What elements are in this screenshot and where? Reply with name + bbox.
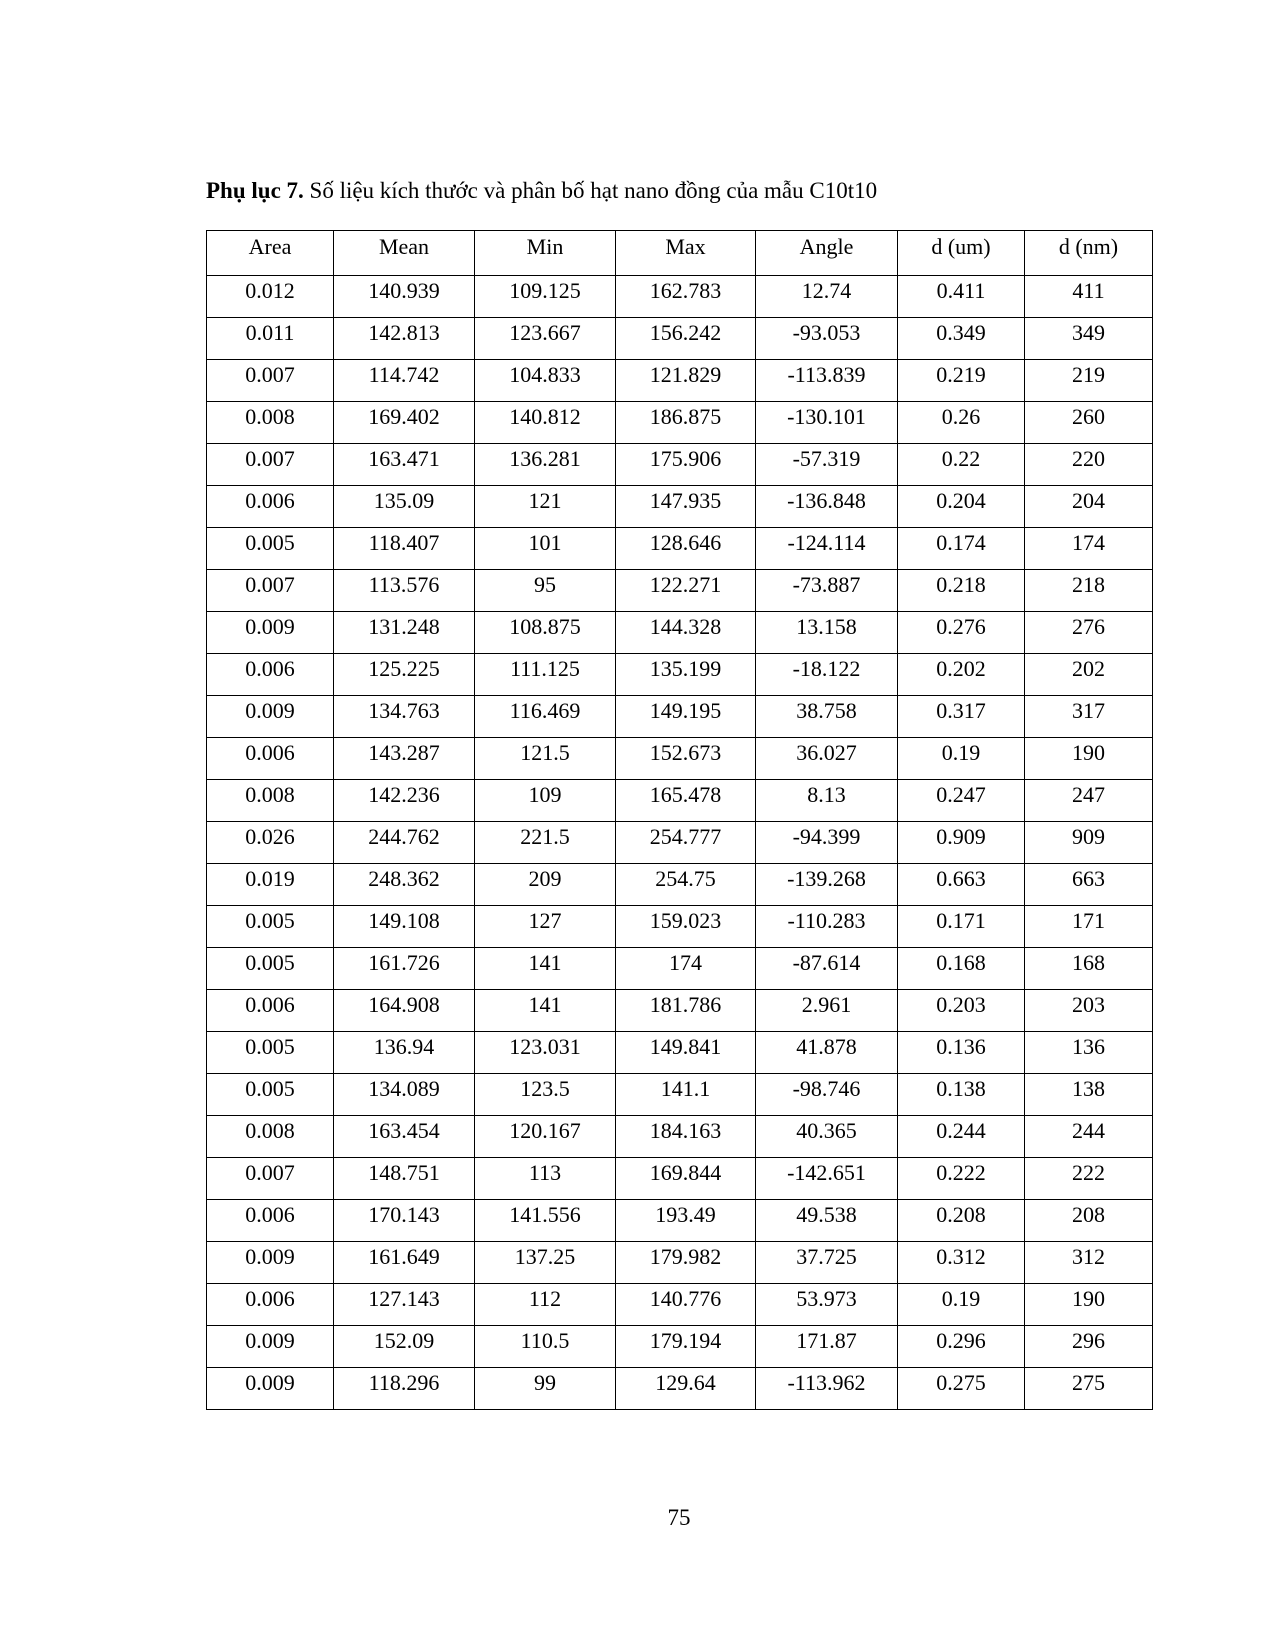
table-cell: 909 [1025,822,1153,864]
table-cell: 276 [1025,612,1153,654]
table-cell: 109 [475,780,616,822]
table-cell: 156.242 [616,318,756,360]
table-cell: 0.007 [207,570,334,612]
column-header: Mean [334,231,475,276]
table-cell: 114.742 [334,360,475,402]
table-cell: 163.471 [334,444,475,486]
table-cell: 165.478 [616,780,756,822]
table-cell: 137.25 [475,1242,616,1284]
table-cell: -57.319 [756,444,898,486]
table-cell: 171 [1025,906,1153,948]
table-cell: 0.009 [207,1326,334,1368]
table-cell: -18.122 [756,654,898,696]
table-cell: 0.011 [207,318,334,360]
table-cell: 116.469 [475,696,616,738]
table-cell: 40.365 [756,1116,898,1158]
table-cell: 0.009 [207,696,334,738]
table-cell: -73.887 [756,570,898,612]
table-cell: 0.203 [898,990,1025,1032]
page-number: 75 [667,1505,691,1530]
table-caption [206,176,877,206]
table-cell: 41.878 [756,1032,898,1074]
table-cell: -124.114 [756,528,898,570]
table-cell: 123.5 [475,1074,616,1116]
table-cell: 99 [475,1368,616,1410]
table-cell: -113.962 [756,1368,898,1410]
table-cell: 120.167 [475,1116,616,1158]
table-cell: 162.783 [616,276,756,318]
table-cell: 108.875 [475,612,616,654]
caption-lead: Phụ lục 7. [206,178,304,203]
table-cell: 171.87 [756,1326,898,1368]
table-cell: 254.75 [616,864,756,906]
table-cell: 0.218 [898,570,1025,612]
table-row [207,486,1153,528]
table-cell: 209 [475,864,616,906]
table-cell: 141.556 [475,1200,616,1242]
table-cell: 0.007 [207,444,334,486]
table-cell: 0.008 [207,402,334,444]
table-cell: -110.283 [756,906,898,948]
table-cell: 110.5 [475,1326,616,1368]
table-cell: 13.158 [756,612,898,654]
table-cell: 118.296 [334,1368,475,1410]
table-cell: 121.829 [616,360,756,402]
table-cell: 144.328 [616,612,756,654]
table-cell: -139.268 [756,864,898,906]
table-cell: 147.935 [616,486,756,528]
caption-text: Số liệu kích thước và phân bố hạt nano đồng của mẫu C10t10 [303,178,878,203]
table-cell: -94.399 [756,822,898,864]
table-cell: 202 [1025,654,1153,696]
table-cell: 134.763 [334,696,475,738]
table-cell: 104.833 [475,360,616,402]
table-row [207,990,1153,1032]
table-row [207,528,1153,570]
table-header-row [207,231,1153,276]
table-cell: 0.19 [898,1284,1025,1326]
table-cell: 0.312 [898,1242,1025,1284]
table-cell: 0.006 [207,1284,334,1326]
table-cell: 123.667 [475,318,616,360]
table-cell: 0.005 [207,528,334,570]
table-cell: 152.09 [334,1326,475,1368]
table-cell: 141 [475,948,616,990]
table-cell: 118.407 [334,528,475,570]
table-cell: 149.841 [616,1032,756,1074]
table-cell: 208 [1025,1200,1153,1242]
table-cell: 0.006 [207,990,334,1032]
table-cell: 296 [1025,1326,1153,1368]
table-row [207,1200,1153,1242]
table-cell: 663 [1025,864,1153,906]
table-cell: 121 [475,486,616,528]
table-cell: 127.143 [334,1284,475,1326]
table-cell: 0.202 [898,654,1025,696]
table-cell: 140.939 [334,276,475,318]
table-row [207,1032,1153,1074]
table-cell: 174 [616,948,756,990]
table-cell: 53.973 [756,1284,898,1326]
table-row [207,696,1153,738]
table-cell: 37.725 [756,1242,898,1284]
table-cell: 141 [475,990,616,1032]
table-cell: 0.026 [207,822,334,864]
table-cell: 164.908 [334,990,475,1032]
table-cell: 0.007 [207,360,334,402]
table-row [207,906,1153,948]
table-cell: 0.009 [207,1242,334,1284]
table-cell: 184.163 [616,1116,756,1158]
table-cell: 179.194 [616,1326,756,1368]
table-row [207,1074,1153,1116]
table-cell: 312 [1025,1242,1153,1284]
table-cell: 260 [1025,402,1153,444]
table-cell: 12.74 [756,276,898,318]
table-row [207,654,1153,696]
particle-size-table [206,230,1153,1410]
table-cell: 38.758 [756,696,898,738]
table-cell: -87.614 [756,948,898,990]
table-cell: 138 [1025,1074,1153,1116]
table-row [207,1158,1153,1200]
table-cell: 169.402 [334,402,475,444]
table-cell: 0.005 [207,948,334,990]
table-cell: 0.275 [898,1368,1025,1410]
table-cell: 0.171 [898,906,1025,948]
table-cell: -113.839 [756,360,898,402]
table-cell: 163.454 [334,1116,475,1158]
table-cell: 219 [1025,360,1153,402]
table-cell: 190 [1025,1284,1153,1326]
table-cell: 169.844 [616,1158,756,1200]
table-cell: 49.538 [756,1200,898,1242]
table-cell: 143.287 [334,738,475,780]
table-row [207,318,1153,360]
table-cell: 254.777 [616,822,756,864]
table-cell: 0.138 [898,1074,1025,1116]
table-body [207,276,1153,1410]
table-cell: 140.812 [475,402,616,444]
table-cell: 174 [1025,528,1153,570]
table-cell: 101 [475,528,616,570]
table-cell: 0.012 [207,276,334,318]
table-cell: 161.649 [334,1242,475,1284]
table-cell: 0.208 [898,1200,1025,1242]
table-cell: 136 [1025,1032,1153,1074]
table-cell: 179.982 [616,1242,756,1284]
column-header: Area [207,231,334,276]
table-cell: 159.023 [616,906,756,948]
table-cell: 0.006 [207,1200,334,1242]
table-row [207,1284,1153,1326]
table-row [207,612,1153,654]
table-cell: 121.5 [475,738,616,780]
table-row [207,570,1153,612]
table-cell: 0.244 [898,1116,1025,1158]
table-cell: 0.168 [898,948,1025,990]
table-cell: 136.281 [475,444,616,486]
table-cell: 0.909 [898,822,1025,864]
table-row [207,1242,1153,1284]
table-row [207,1326,1153,1368]
table-cell: 0.663 [898,864,1025,906]
table-cell: 0.296 [898,1326,1025,1368]
table-cell: 203 [1025,990,1153,1032]
table-cell: 95 [475,570,616,612]
table-cell: 148.751 [334,1158,475,1200]
table-cell: 135.199 [616,654,756,696]
table-cell: 247 [1025,780,1153,822]
table-cell: 0.276 [898,612,1025,654]
table-cell: 142.813 [334,318,475,360]
table-cell: 221.5 [475,822,616,864]
table-cell: 112 [475,1284,616,1326]
table-cell: 0.009 [207,612,334,654]
table-row [207,360,1153,402]
table-cell: 123.031 [475,1032,616,1074]
column-header: Angle [756,231,898,276]
table-cell: 317 [1025,696,1153,738]
table-cell: 0.19 [898,738,1025,780]
column-header: d (nm) [1025,231,1153,276]
table-row [207,780,1153,822]
table-cell: 0.317 [898,696,1025,738]
table-cell: 0.008 [207,1116,334,1158]
table-cell: 193.49 [616,1200,756,1242]
table-cell: 109.125 [475,276,616,318]
table-cell: 181.786 [616,990,756,1032]
table-cell: 168 [1025,948,1153,990]
table-cell: 8.13 [756,780,898,822]
table-cell: 0.411 [898,276,1025,318]
table-cell: 0.222 [898,1158,1025,1200]
table-cell: 0.219 [898,360,1025,402]
table-cell: 244.762 [334,822,475,864]
table-cell: 113 [475,1158,616,1200]
table-cell: 204 [1025,486,1153,528]
table-cell: 0.174 [898,528,1025,570]
table-cell: 0.349 [898,318,1025,360]
table-cell: 186.875 [616,402,756,444]
table-cell: 128.646 [616,528,756,570]
table-cell: 140.776 [616,1284,756,1326]
table-cell: 36.027 [756,738,898,780]
table-row [207,864,1153,906]
table-cell: -136.848 [756,486,898,528]
table-cell: 222 [1025,1158,1153,1200]
table-cell: -142.651 [756,1158,898,1200]
table-cell: 218 [1025,570,1153,612]
table-cell: 0.136 [898,1032,1025,1074]
table-cell: 0.006 [207,654,334,696]
table-cell: 0.005 [207,1032,334,1074]
table-cell: 244 [1025,1116,1153,1158]
table-cell: 190 [1025,738,1153,780]
table-cell: 0.006 [207,738,334,780]
table-row [207,444,1153,486]
table-cell: 175.906 [616,444,756,486]
table-cell: 0.008 [207,780,334,822]
table-cell: 0.22 [898,444,1025,486]
table-cell: 134.089 [334,1074,475,1116]
table-cell: 127 [475,906,616,948]
table-cell: 170.143 [334,1200,475,1242]
table-cell: 149.108 [334,906,475,948]
table-cell: 220 [1025,444,1153,486]
table-cell: 0.019 [207,864,334,906]
column-header: Min [475,231,616,276]
table-cell: 149.195 [616,696,756,738]
table-cell: 131.248 [334,612,475,654]
table-row [207,948,1153,990]
table-cell: 2.961 [756,990,898,1032]
table-cell: 113.576 [334,570,475,612]
table-cell: -93.053 [756,318,898,360]
table-cell: 0.247 [898,780,1025,822]
table-cell: 0.204 [898,486,1025,528]
table-cell: 125.225 [334,654,475,696]
table-row [207,1368,1153,1410]
table-row [207,738,1153,780]
table-row [207,822,1153,864]
table-cell: 0.005 [207,906,334,948]
table-cell: -98.746 [756,1074,898,1116]
table-row [207,276,1153,318]
table-cell: 0.26 [898,402,1025,444]
table-row [207,402,1153,444]
table-cell: -130.101 [756,402,898,444]
table-cell: 111.125 [475,654,616,696]
table-cell: 248.362 [334,864,475,906]
table-cell: 129.64 [616,1368,756,1410]
table-cell: 142.236 [334,780,475,822]
table-cell: 0.007 [207,1158,334,1200]
table-cell: 275 [1025,1368,1153,1410]
table-cell: 0.006 [207,486,334,528]
table-row [207,1116,1153,1158]
table-cell: 411 [1025,276,1153,318]
table-cell: 161.726 [334,948,475,990]
table-cell: 122.271 [616,570,756,612]
column-header: Max [616,231,756,276]
table-cell: 152.673 [616,738,756,780]
table-cell: 0.005 [207,1074,334,1116]
table-cell: 0.009 [207,1368,334,1410]
table-cell: 135.09 [334,486,475,528]
table-cell: 141.1 [616,1074,756,1116]
table-cell: 136.94 [334,1032,475,1074]
column-header: d (um) [898,231,1025,276]
table-cell: 349 [1025,318,1153,360]
